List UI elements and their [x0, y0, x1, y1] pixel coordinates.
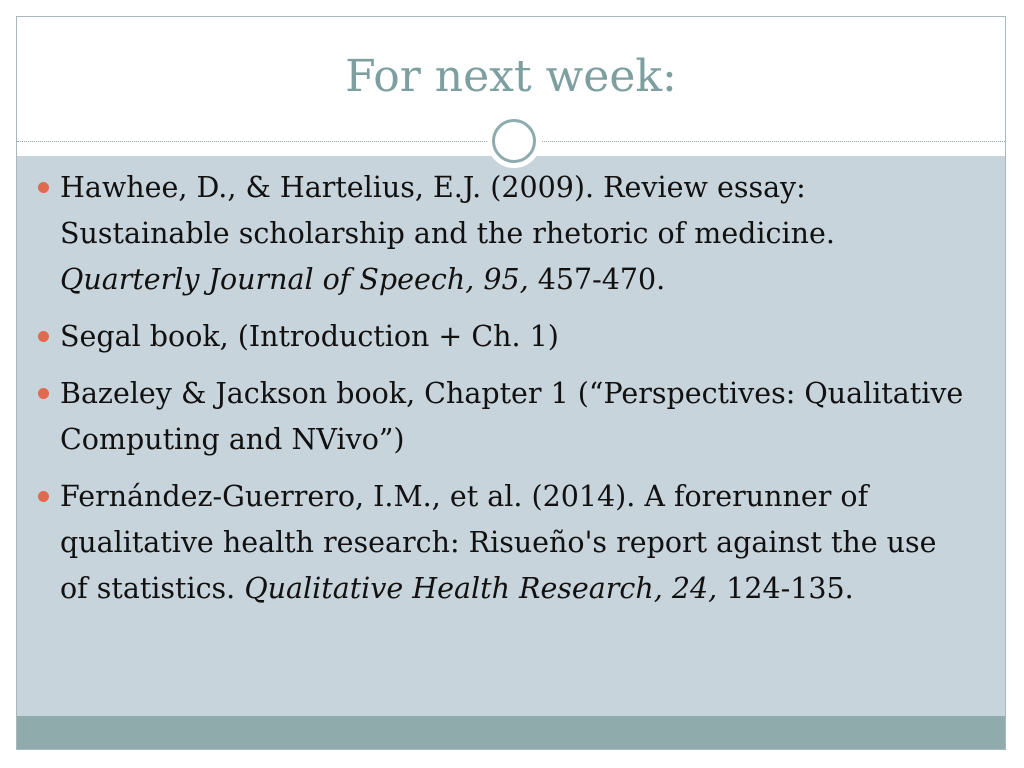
bullet-dot-icon — [38, 331, 49, 342]
bullet-text: Fernández-Guerrero, I.M., et al. (2014). A forerunner of qualitative health research: Risueño's report against the use of statistics. — [60, 480, 937, 605]
bullet-journal: Quarterly Journal of Speech, 95, — [60, 263, 529, 296]
bullet-text: Segal book, (Introduction + Ch. 1) — [60, 320, 559, 353]
bullet-text: Hawhee, D., & Hartelius, E.J. (2009). Review essay: Sustainable scholarship and the rhetoric of medicine. — [60, 171, 835, 250]
ring-ornament-icon — [487, 114, 541, 168]
bullet-item-hawhee — [38, 165, 968, 303]
bullet-pages: 457-470. — [528, 263, 666, 296]
bullet-item-segal — [38, 314, 968, 360]
bullet-dot-icon — [38, 491, 49, 502]
footer-bar — [17, 716, 1005, 750]
bullet-item-bazeley — [38, 371, 968, 463]
bullet-dot-icon — [38, 182, 49, 193]
slide-title: For next week: — [345, 51, 677, 102]
bullet-journal: Qualitative Health Research, 24, — [244, 572, 718, 605]
bullet-pages: 124-135. — [717, 572, 854, 605]
bullet-list — [38, 165, 968, 623]
bullet-item-fernandez — [38, 474, 968, 612]
ring-inner — [492, 119, 536, 163]
bullet-dot-icon — [38, 388, 49, 399]
bullet-text: Bazeley & Jackson book, Chapter 1 (“Perspectives: Qualitative Computing and NVivo”) — [60, 377, 964, 456]
